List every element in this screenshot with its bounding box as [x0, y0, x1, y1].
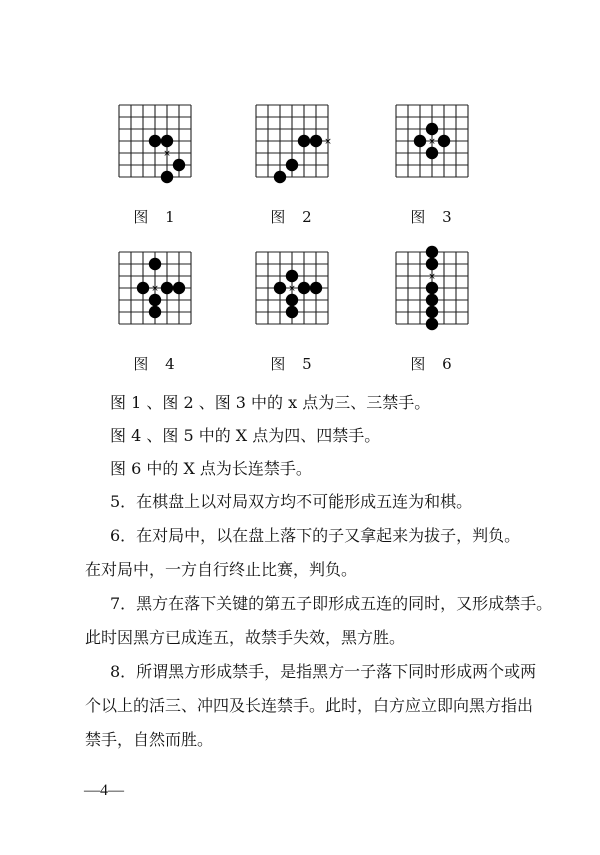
black-stone — [286, 294, 298, 306]
rule-7-line-1: 7．黑方在落下关键的第五子即形成五连的同时，又形成禁手。 — [110, 594, 553, 613]
black-stone — [137, 282, 149, 294]
forbidden-point-mark: × — [428, 272, 436, 282]
black-stone — [426, 306, 438, 318]
forbidden-point-mark: × — [288, 284, 296, 294]
black-stone — [426, 123, 438, 135]
paragraph-four-four: 图 4 、图 5 中的 X 点为四、四禁手。 — [110, 426, 381, 445]
black-stone — [286, 270, 298, 282]
rule-8-line-3: 禁手，自然而胜。 — [85, 730, 214, 749]
black-stone — [286, 306, 298, 318]
black-stone — [426, 147, 438, 159]
black-stone — [286, 159, 298, 171]
black-stone — [426, 282, 438, 294]
rule-6-line-2: 在对局中，一方自行终止比赛，判负。 — [85, 560, 358, 579]
black-stone — [161, 171, 173, 183]
black-stone — [414, 135, 426, 147]
gomoku-figure-2 — [252, 97, 332, 187]
black-stone — [310, 282, 322, 294]
black-stone — [298, 282, 310, 294]
figure-caption-4: 图 4 — [133, 355, 181, 373]
gomoku-figure-4 — [115, 244, 195, 334]
black-stone — [310, 135, 322, 147]
rule-8-line-1: 8．所谓黑方形成禁手，是指黑方一子落下同时形成两个或两 — [110, 662, 537, 681]
page-number: —4— — [84, 782, 124, 799]
figure-caption-5: 图 5 — [270, 355, 318, 373]
black-stone — [274, 171, 286, 183]
black-stone — [149, 135, 161, 147]
paragraph-long-line: 图 6 中的 X 点为长连禁手。 — [110, 459, 312, 478]
black-stone — [426, 258, 438, 270]
figure-caption-1: 图 1 — [133, 208, 181, 226]
figure-caption-2: 图 2 — [270, 208, 318, 226]
black-stone — [274, 282, 286, 294]
black-stone — [438, 135, 450, 147]
black-stone — [173, 159, 185, 171]
black-stone — [149, 258, 161, 270]
black-stone — [161, 135, 173, 147]
black-stone — [426, 294, 438, 306]
rule-5: 5．在棋盘上以对局双方均不可能形成五连为和棋。 — [110, 492, 473, 511]
black-stone — [161, 282, 173, 294]
figure-caption-6: 图 6 — [410, 355, 458, 373]
black-stone — [149, 294, 161, 306]
black-stone — [149, 306, 161, 318]
rule-7-line-2: 此时因黑方已成连五，故禁手失效，黑方胜。 — [85, 628, 406, 647]
black-stone — [426, 318, 438, 330]
paragraph-three-three: 图 1 、图 2 、图 3 中的 x 点为三、三禁手。 — [110, 393, 431, 412]
forbidden-point-mark: × — [324, 137, 332, 147]
black-stone — [173, 282, 185, 294]
gomoku-figure-5 — [252, 244, 332, 334]
forbidden-point-mark: × — [163, 149, 171, 159]
rule-8-line-2: 个以上的活三、冲四及长连禁手。此时，白方应立即向黑方指出 — [85, 696, 534, 715]
rule-6-line-1: 6．在对局中，以在盘上落下的子又拿起来为拔子，判负。 — [110, 526, 521, 545]
black-stone — [426, 246, 438, 258]
gomoku-figure-6 — [392, 244, 472, 334]
gomoku-figure-1 — [115, 97, 195, 187]
gomoku-figure-3 — [392, 97, 472, 187]
figure-caption-3: 图 3 — [410, 208, 458, 226]
forbidden-point-mark: × — [428, 137, 436, 147]
forbidden-point-mark: × — [151, 284, 159, 294]
black-stone — [298, 135, 310, 147]
